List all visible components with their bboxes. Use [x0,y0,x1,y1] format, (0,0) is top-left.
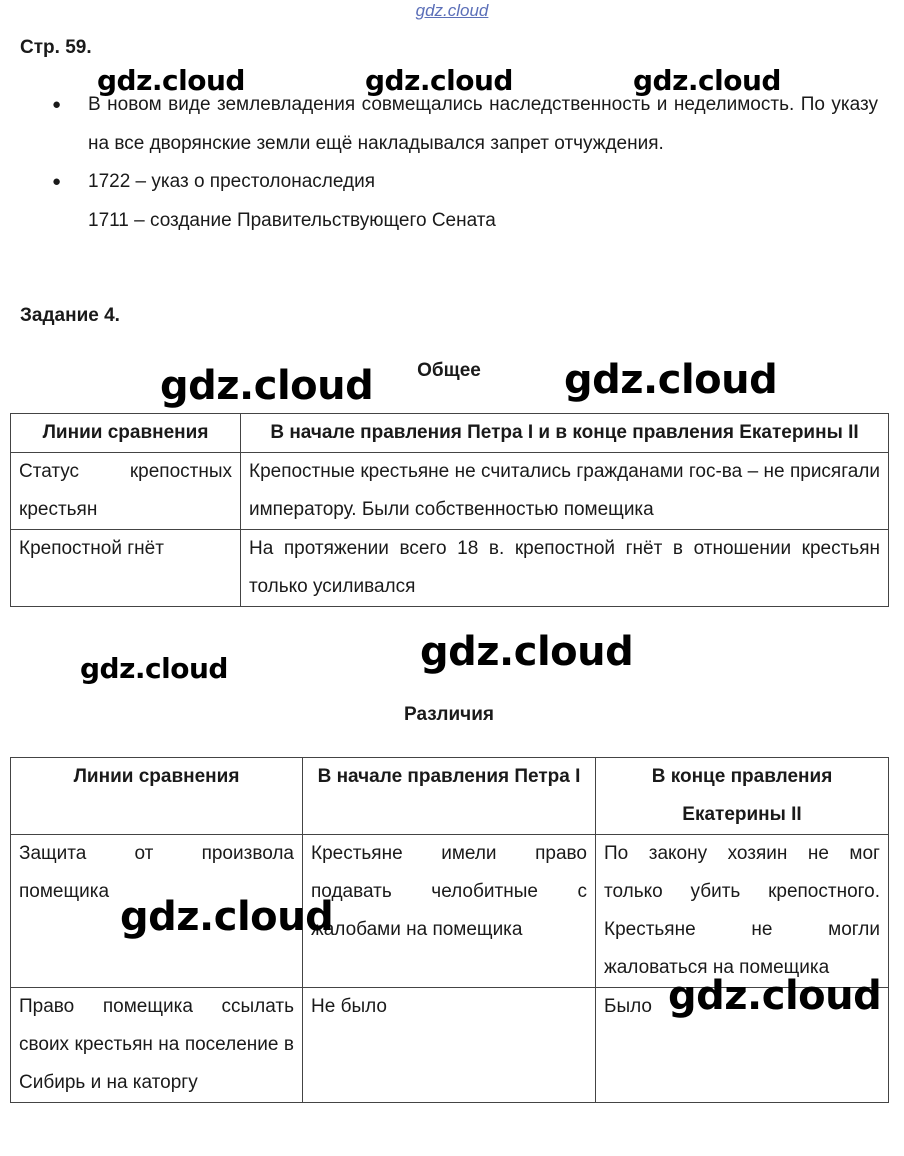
cell-start: Крестьяне имели право подавать челобитные с жалобами на помещика [303,835,596,988]
watermark: gdz.cloud [564,357,778,403]
header-col-start: В начале правления Петра I [303,758,596,835]
watermark: gdz.cloud [668,973,882,1019]
watermark-top[interactable]: gdz.cloud [415,1,489,20]
table-diff-caption: Различия [404,704,494,725]
cell-line: Статус крепостных крестьян [11,453,241,530]
watermark: gdz.cloud [365,64,513,97]
bullet-list [52,86,878,240]
watermark: gdz.cloud [160,363,374,409]
table-common [10,413,889,607]
table-common-caption: Общее [417,360,481,381]
task-heading: Задание 4. [20,305,120,326]
table-header-row [11,758,889,835]
watermark: gdz.cloud [97,64,245,97]
bullet-item-2-continuation [52,202,878,241]
bullet-item-2 [52,163,878,202]
page-heading: Стр. 59. [20,37,92,58]
cell-value: Крепостные крестьяне не считались гражданами гос-ва – не присягали императору. Были собственностью помещика [241,453,889,530]
bullet-text-1: В новом виде землевладения совмещались наследственность и неделимость. По указу на все дворянские земли ещё накладывался запрет отчуждения. [88,94,878,154]
table-header-row [11,414,889,453]
header-col-lines: Линии сравнения [11,414,241,453]
bullet-text-2a: 1722 – указ о престолонаследия [88,171,376,192]
cell-start: Не было [303,988,596,1103]
cell-line: Крепостной гнёт [11,530,241,607]
table-row [11,530,889,607]
header-col-end: В конце правления Екатерины II [596,758,889,835]
watermark: gdz.cloud [120,894,334,940]
header-col-period: В начале правления Петра I и в конце правления Екатерины II [241,414,889,453]
cell-line: Право помещика ссылать своих крестьян на поселение в Сибирь и на каторгу [11,988,303,1103]
cell-line: Защита от произвола помещика [11,835,303,988]
watermark: gdz.cloud [80,652,228,685]
watermark: gdz.cloud [633,64,781,97]
cell-value: На протяжении всего 18 в. крепостной гнёт в отношении крестьян только усиливался [241,530,889,607]
cell-end: Было [596,988,889,1103]
bullet-text-2b: 1711 – создание Правительствующего Сената [88,209,496,231]
watermark: gdz.cloud [420,629,634,675]
bullet-dot-icon: ● [52,96,62,113]
table-row [11,453,889,530]
bullet-item-1 [52,86,878,163]
cell-end: По закону хозяин не мог только убить крепостного. Крестьяне не могли жаловаться на помещика [596,835,889,988]
bullet-dot-icon: ● [52,173,62,190]
header-col-lines: Линии сравнения [11,758,303,835]
